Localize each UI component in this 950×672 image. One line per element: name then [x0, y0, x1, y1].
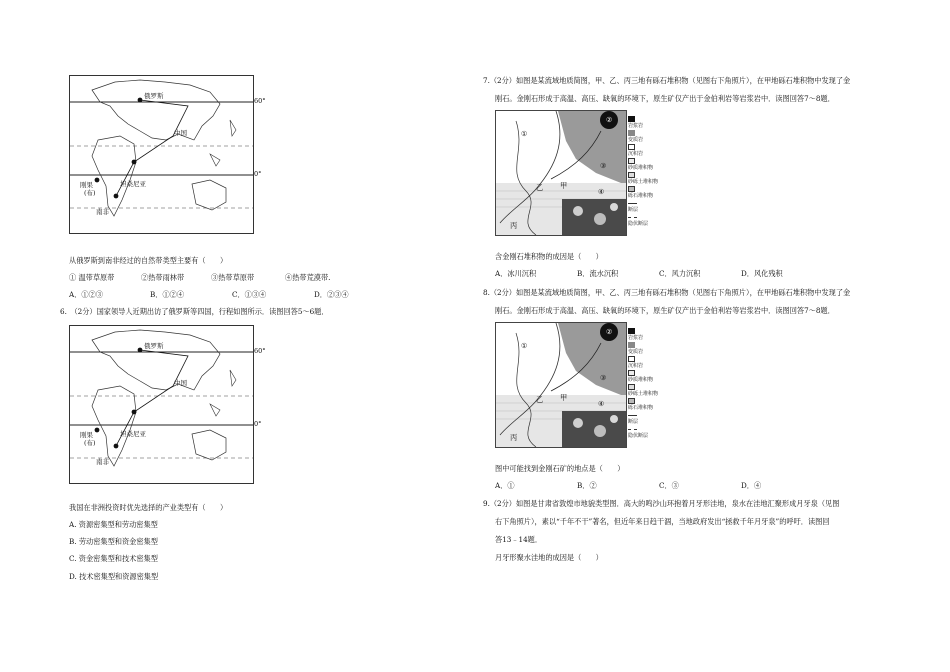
- world-map-2: [69, 325, 254, 484]
- q7-line-2: 刚石。金刚石形成于高温、高压、缺氧的环境下，原生矿仅产出于金伯利岩等岩浆岩中．读图回答7～8题．: [495, 94, 835, 103]
- geo2-num-4: ④: [598, 399, 605, 408]
- legend1-hidden-fault: 隐伏断层: [628, 221, 649, 227]
- q8-option-c: C．③: [659, 481, 679, 490]
- geo2-num-3: ③: [600, 373, 607, 382]
- legend1-gravel: 砾石堆积物: [628, 193, 654, 199]
- q7-option-d: D．风化残积: [741, 269, 783, 278]
- label-congo: 刚果: [80, 431, 93, 439]
- q-prev-item-4: ④热带荒漠带.: [285, 273, 331, 282]
- q-prev-item-3: ③热带草原带: [211, 273, 255, 282]
- q6-option-c: C. 资金密集型和技术密集型: [69, 554, 158, 563]
- q-prev-item-2: ②热带雨林带: [141, 273, 185, 282]
- geo1-yi: 乙: [536, 183, 544, 192]
- q9-line-1: 9.（2分）如图是甘肃省敦煌市地貌类型图．高大的鸣沙山环抱着月牙形洼地，泉水在洼地汇聚形成月牙泉（见图: [483, 499, 840, 508]
- q6-option-b: B. 劳动密集型和资金密集型: [69, 537, 158, 546]
- geo2-num-1: ①: [521, 341, 528, 350]
- label-tanzania: 坦桑尼亚: [120, 180, 146, 188]
- label-russia: 俄罗斯: [144, 342, 164, 350]
- geology-legend-1: [628, 116, 668, 234]
- legend2-metamorphic: 变质岩: [628, 349, 644, 355]
- q7-stem: 含金刚石堆积物的成因是（ ）: [495, 252, 603, 261]
- q-prev-item-1: ① 温带草原带: [69, 273, 115, 282]
- legend1-metamorphic: 变质岩: [628, 137, 644, 143]
- q9-stem: 月牙形聚水洼地的成因是（ ）: [495, 553, 603, 562]
- legend2-sedimentary: 沉积岩: [628, 363, 644, 369]
- q6-option-a: A. 资源密集型和劳动密集型: [69, 520, 158, 529]
- q8-option-d: D．④: [741, 481, 762, 490]
- label-russia: 俄罗斯: [144, 92, 164, 100]
- geology-legend-2: [628, 328, 668, 446]
- label-congo-sub: (布): [84, 439, 96, 447]
- legend1-sand: 砂质堆积物: [628, 165, 654, 171]
- geo1-num-2: ②: [606, 115, 613, 124]
- label-congo-sub: (布): [84, 189, 96, 197]
- geo1-bing: 丙: [510, 221, 518, 230]
- legend2-sand: 砂质堆积物: [628, 377, 654, 383]
- q7-option-a: A．冰川沉积: [495, 269, 537, 278]
- label-tanzania: 坦桑尼亚: [120, 430, 146, 438]
- q-prev-option-c: C．①③④: [232, 290, 267, 299]
- q8-stem: 图中可能找到金刚石矿的地点是（ ）: [495, 464, 625, 473]
- geology-map-1-drawing: [496, 111, 626, 235]
- legend2-gravel: 砾石堆积物: [628, 405, 654, 411]
- legend1-magma: 岩浆岩: [628, 123, 644, 129]
- q8-line-2: 刚石。金刚石形成于高温、高压、缺氧的环境下，原生矿仅产出于金伯利岩等岩浆岩中．读图回答7～8题．: [495, 306, 835, 315]
- q-prev-option-d: D．②③④: [314, 290, 349, 299]
- map1-lat-60: 60°: [254, 97, 266, 105]
- geology-map-1: [495, 110, 627, 236]
- legend2-fault: 断层: [628, 419, 639, 425]
- geo2-yi: 乙: [536, 395, 544, 404]
- q8-line-1: 8.（2分）如图是某流域地质简图，甲、乙、丙三地有砾石堆积物（见图右下角照片），在甲地砾石堆积物中发现了金: [483, 288, 851, 297]
- q6-stem: 我国在非洲投资时优先选择的产业类型有（ ）: [69, 503, 228, 512]
- q6-option-d: D. 技术密集型和资源密集型: [69, 572, 159, 581]
- q9-line-2: 右下角照片），素以“千年不干”著名，但近年来日趋干涸，当地政府发出“拯救千年月牙泉”的呼吁．读图回: [495, 517, 830, 526]
- q7-option-c: C．风力沉积: [659, 269, 701, 278]
- geo1-num-4: ④: [598, 187, 605, 196]
- q-prev-option-a: A．①②③: [69, 290, 103, 299]
- map2-lat-0: 0°: [254, 420, 262, 428]
- legend1-sedimentary: 沉积岩: [628, 151, 644, 157]
- q-prev-option-b: B．①②④: [150, 290, 185, 299]
- q7-line-1: 7.（2分）如图是某流域地质简图，甲、乙、丙三地有砾石堆积物（见图右下角照片），在甲地砾石堆积物中发现了金: [483, 76, 851, 85]
- map2-lat-60: 60°: [254, 347, 266, 355]
- label-china: 中国: [174, 379, 187, 387]
- label-congo: 刚果: [80, 181, 93, 189]
- legend2-hidden-fault: 隐伏断层: [628, 433, 649, 439]
- label-south-africa: 南非: [96, 458, 109, 466]
- geo2-bing: 丙: [510, 433, 518, 442]
- geo2-num-2: ②: [606, 327, 613, 336]
- geology-map-2-drawing: [496, 323, 626, 447]
- q-prev-stem: 从俄罗斯到南非经过的自然带类型主要有（ ）: [69, 256, 228, 265]
- label-china: 中国: [174, 129, 187, 137]
- q7-option-b: B．流水沉积: [577, 269, 619, 278]
- map1-lat-0: 0°: [254, 170, 262, 178]
- world-map-1: [69, 75, 254, 234]
- q6-heading: 6. （2分）国家领导人近期出访了俄罗斯等四国，行程如图所示．读图回答5～6题．: [60, 307, 329, 316]
- legend2-magma: 岩浆岩: [628, 335, 644, 341]
- label-south-africa: 南非: [96, 208, 109, 216]
- q8-option-b: B．②: [577, 481, 597, 490]
- geo1-num-3: ③: [600, 161, 607, 170]
- legend1-sand-gravel: 砂砾土堆积物: [628, 179, 659, 185]
- q9-line-3: 答13﹣14题．: [495, 535, 543, 544]
- legend2-sand-gravel: 砂砾土堆积物: [628, 391, 659, 397]
- q8-option-a: A．①: [495, 481, 515, 490]
- geo2-jia: 甲: [560, 393, 568, 402]
- geo1-jia: 甲: [560, 181, 568, 190]
- geo1-num-1: ①: [521, 129, 528, 138]
- geology-map-2: [495, 322, 627, 448]
- legend1-fault: 断层: [628, 207, 639, 213]
